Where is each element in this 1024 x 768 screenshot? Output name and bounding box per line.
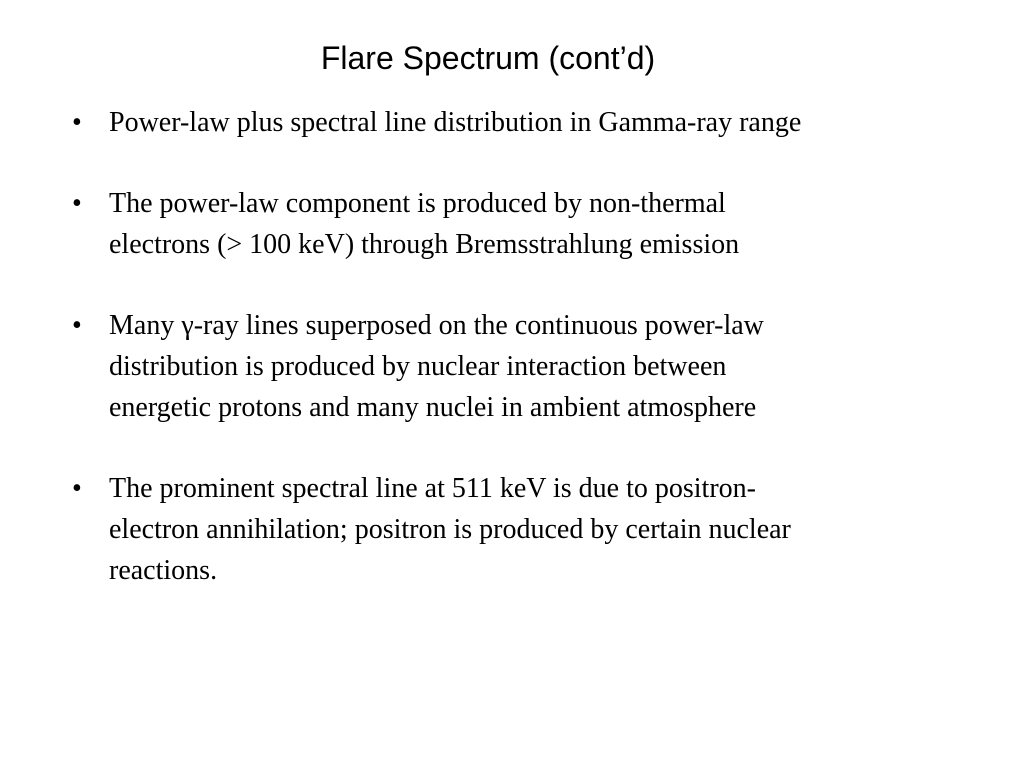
bullet-item-4	[72, 468, 972, 591]
bullet-item-1	[72, 102, 972, 143]
bullet-item-2	[72, 183, 972, 265]
bullet-line: The prominent spectral line at 511 keV is due to positron-	[109, 473, 756, 504]
bullet-line: reactions.	[109, 555, 218, 586]
bullet-line: electrons (> 100 keV) through Bremsstrahlung emission	[109, 229, 740, 260]
bullet-marker: •	[72, 310, 82, 341]
bullet-line: energetic protons and many nuclei in ambient atmosphere	[109, 392, 757, 423]
slide-title: Flare Spectrum (cont’d)	[320, 40, 656, 76]
bullet-list	[72, 102, 972, 631]
bullet-line: distribution is produced by nuclear interaction between	[109, 351, 727, 382]
bullet-marker: •	[72, 473, 82, 504]
bullet-marker: •	[72, 188, 82, 219]
bullet-line: The power-law component is produced by non-thermal	[109, 188, 726, 219]
bullet-line: Power-law plus spectral line distribution in Gamma-ray range	[109, 107, 802, 138]
bullet-item-3	[72, 305, 972, 428]
bullet-marker: •	[72, 107, 82, 138]
bullet-line: Many γ-ray lines superposed on the continuous power-law	[109, 310, 764, 341]
bullet-line: electron annihilation; positron is produced by certain nuclear	[109, 514, 791, 545]
